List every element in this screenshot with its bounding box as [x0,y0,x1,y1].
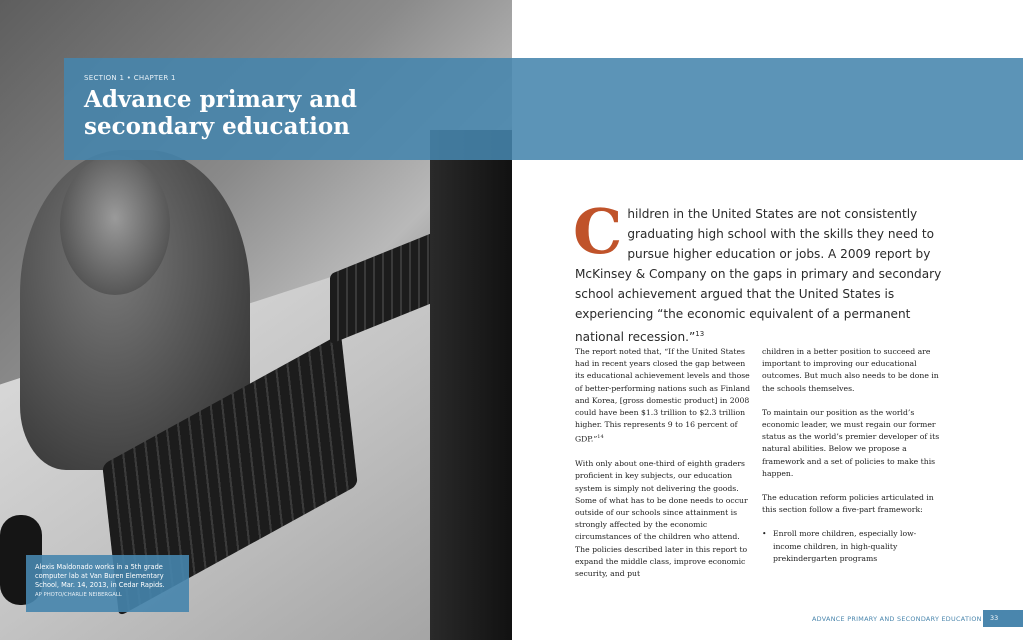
caption-credit: AP PHOTO/CHARLIE NEIBERGALL [35,592,122,598]
body-column-left [575,346,753,592]
body-paragraph: children in a better position to succeed are important to improving our educational outcomes. But much also needs to be done in the schools themselves. [762,347,939,393]
body-column-right [762,346,940,565]
running-footer: ADVANCE PRIMARY AND SECONDARY EDUCATION [812,615,982,623]
body-paragraph [575,346,753,446]
footnote-ref: 14 [597,434,604,441]
list-item-text: Enroll more children, especially low-income children, in high-quality prekindergarten programs [773,529,917,563]
photo-monitor [430,130,512,640]
bullet-icon: • [762,529,767,539]
body-paragraph: The education reform policies articulated in this section follow a five-part framework: [762,493,934,515]
list-item [762,528,940,565]
chapter-title: Advance primary and secondary education [84,86,357,140]
photo-child-head [60,155,170,295]
body-paragraph: To maintain our position as the world’s economic leader, we must regain our former status as the world’s premier developer of its natural abilities. Below we propose a framework and a set of policies to make this happen. [762,407,940,478]
section-label: SECTION 1 • CHAPTER 1 [84,74,176,82]
page-number: 33 [983,610,1023,627]
dropcap: C [573,195,623,268]
photo-caption [26,555,189,612]
caption-text: Alexis Maldonado works in a 5th grade computer lab at Van Buren Elementary School, Mar. 14, 2013, in Cedar Rapids. [35,563,165,589]
lead-paragraph [573,195,947,347]
body-text: The report noted that, “If the United States had in recent years closed the gap between its educational achievement levels and those of better-performing nations such as Finland and Korea, [gross domestic product] in 2008 could have been $1.3 trillion to $2.3 trillion higher. This represents 9 to 16 percent of GDP.” [575,347,751,444]
lead-footnote: 13 [695,330,705,338]
body-paragraph: With only about one-third of eighth graders proficient in key subjects, our education system is simply not delivering the goods. Some of what has to be done needs to occur outside of our schools since attainment is strongly affected by the economic circumstances of the children who attend. The policies described later in this report to expand the middle class, improve economic security, and put [575,459,748,579]
lead-text: hildren in the United States are not consistently graduating high school with the skills they need to pursue higher education or jobs. A 2009 report by McKinsey & Company on the gaps in primary and secondary school achievement argued that the United States is experiencing “the economic equivalent of a permanent national recession.” [575,207,942,345]
